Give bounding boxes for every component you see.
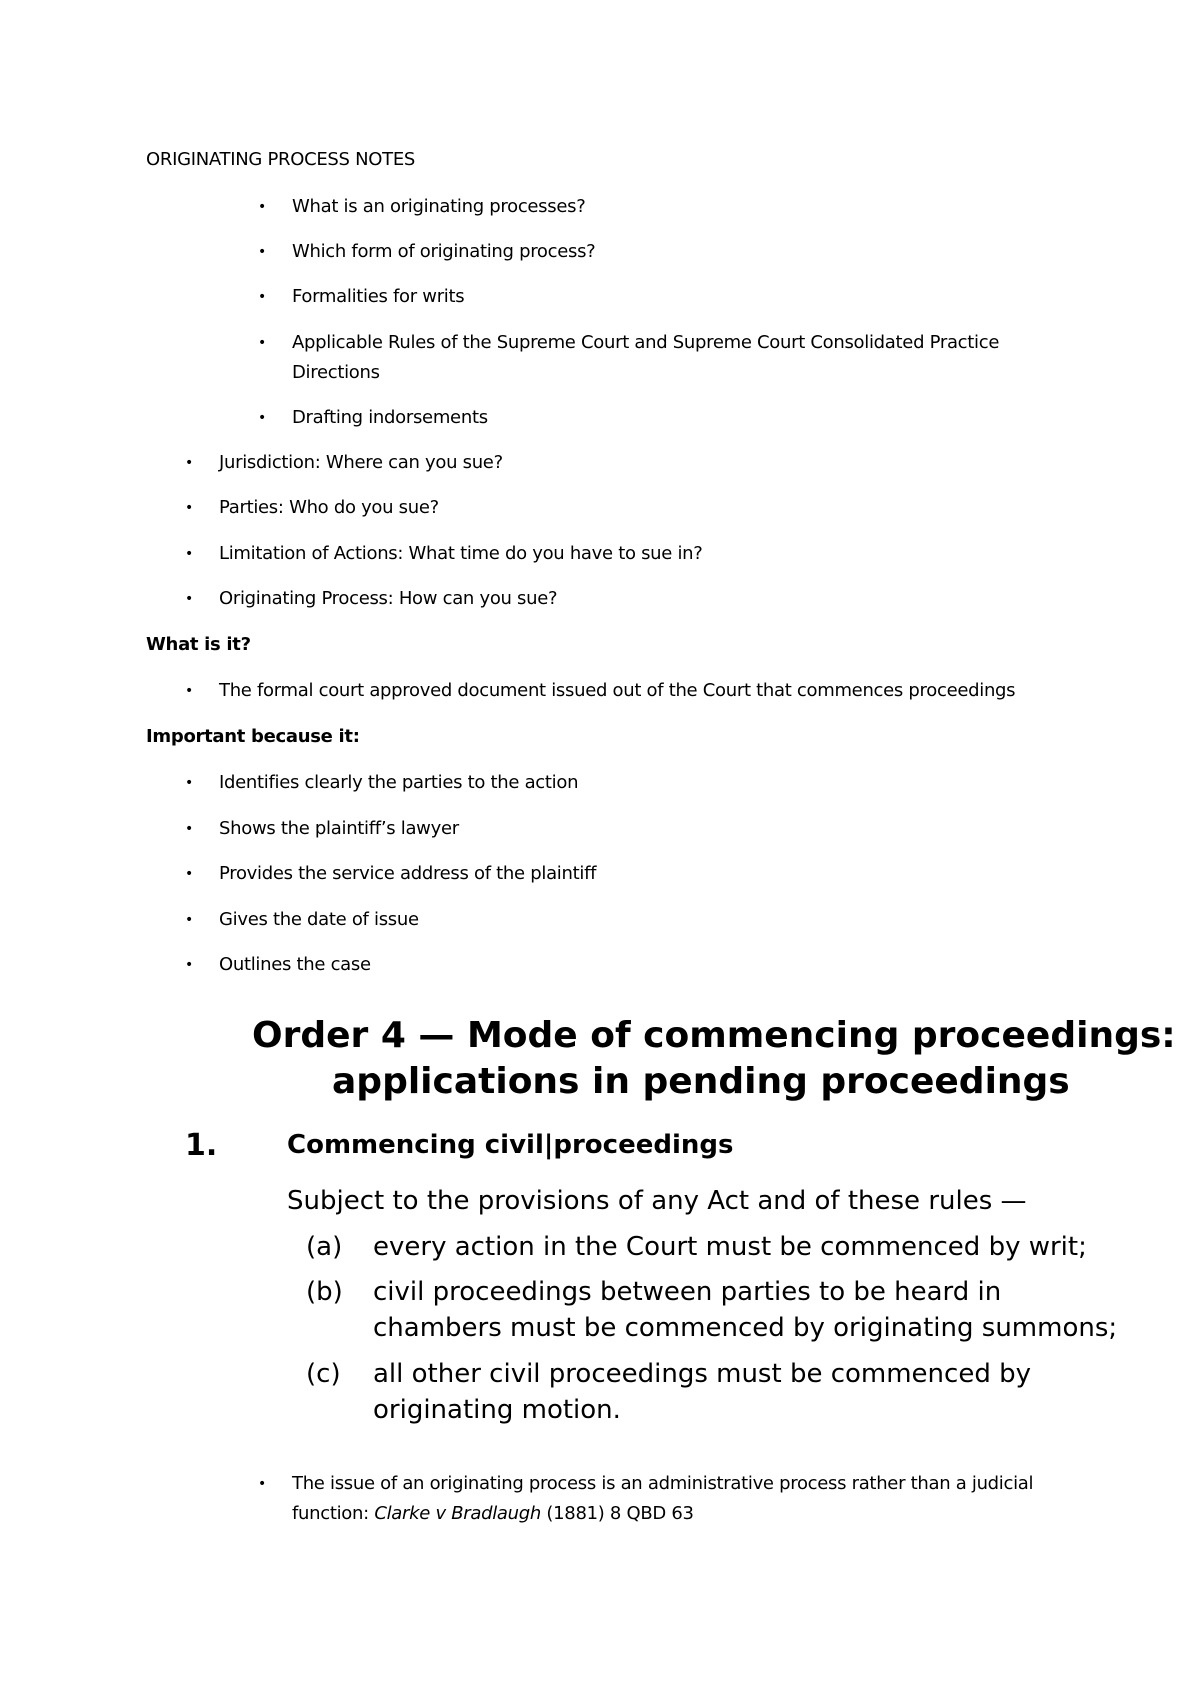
- list-item: Applicable Rules of the Supreme Court and Supreme Court Consolidated Practice: [292, 332, 1000, 353]
- list-item: Provides the service address of the plaintiff: [219, 863, 597, 884]
- list-item: Originating Process: How can you sue?: [219, 588, 558, 609]
- section-heading-what-is-it: What is it?: [146, 634, 251, 655]
- bullet: •: [185, 500, 194, 516]
- list-item: Outlines the case: [219, 954, 371, 975]
- bullet: •: [258, 1476, 267, 1492]
- bullet: •: [185, 683, 194, 699]
- bullet: •: [258, 289, 267, 305]
- paragraph-text-continuation: originating motion.: [373, 1395, 621, 1425]
- list-item-continuation: Directions: [292, 362, 380, 383]
- paragraph-text: every action in the Court must be commenced by writ;: [373, 1232, 1087, 1262]
- bullet: •: [258, 335, 267, 351]
- list-item: Formalities for writs: [292, 286, 465, 307]
- list-item: Which form of originating process?: [292, 241, 596, 262]
- bullet: •: [185, 912, 194, 928]
- bullet: •: [185, 546, 194, 562]
- section-heading-important: Important because it:: [146, 726, 360, 747]
- list-item: Drafting indorsements: [292, 407, 488, 428]
- final-note-line-2: [292, 1500, 694, 1528]
- list-item: Gives the date of issue: [219, 909, 419, 930]
- list-item: Jurisdiction: Where can you sue?: [219, 452, 503, 473]
- paragraph-text-continuation: chambers must be commenced by originating summons;: [373, 1313, 1118, 1343]
- excerpt-heading-line-1: Order 4 — Mode of commencing proceedings:: [252, 1015, 1176, 1056]
- paragraph-label: (b): [306, 1277, 343, 1307]
- bullet: •: [185, 455, 194, 471]
- paragraph-label: (a): [306, 1232, 343, 1262]
- document-title: ORIGINATING PROCESS NOTES: [146, 149, 416, 170]
- paragraph-text: civil proceedings between parties to be heard in: [373, 1277, 1002, 1307]
- list-item: Limitation of Actions: What time do you have to sue in?: [219, 543, 703, 564]
- bullet: •: [185, 866, 194, 882]
- bullet: •: [185, 591, 194, 607]
- list-item: Identifies clearly the parties to the action: [219, 772, 579, 793]
- final-note-line-1: The issue of an originating process is an administrative process rather than a judicial: [292, 1473, 1034, 1494]
- bullet: •: [185, 957, 194, 973]
- list-item: What is an originating processes?: [292, 196, 586, 217]
- paragraph-text: all other civil proceedings must be commenced by: [373, 1359, 1031, 1389]
- paragraph-label: (c): [306, 1359, 341, 1389]
- rule-intro: Subject to the provisions of any Act and of these rules —: [287, 1186, 1027, 1216]
- bullet: •: [258, 410, 267, 426]
- case-citation: (1881) 8 QBD 63: [541, 1503, 694, 1524]
- rule-number: 1.: [185, 1128, 218, 1163]
- case-name: Clarke v Bradlaugh: [374, 1503, 542, 1524]
- bullet: •: [258, 199, 267, 215]
- final-note-prefix: function:: [292, 1503, 375, 1524]
- bullet: •: [258, 244, 267, 260]
- list-item: Shows the plaintiff’s lawyer: [219, 818, 459, 839]
- list-item: Parties: Who do you sue?: [219, 497, 439, 518]
- bullet: •: [185, 821, 194, 837]
- excerpt-heading-line-2: applications in pending proceedings: [332, 1061, 1070, 1102]
- bullet: •: [185, 775, 194, 791]
- rule-title: Commencing civil|proceedings: [287, 1130, 734, 1160]
- list-item: The formal court approved document issued out of the Court that commences proceedings: [219, 680, 1016, 701]
